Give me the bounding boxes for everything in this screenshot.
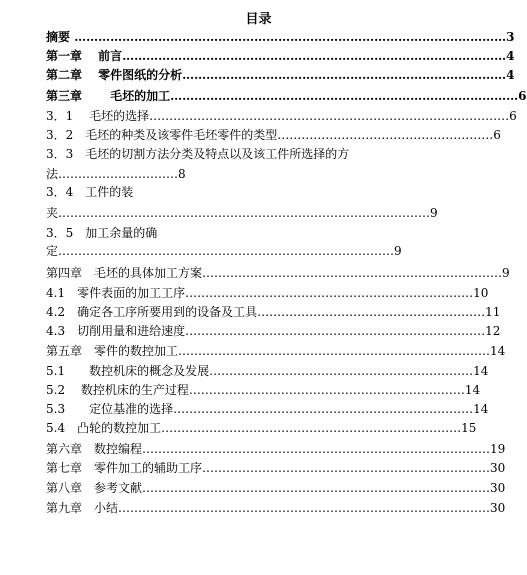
toc-entry: 3．2 毛坯的种类及该零件毛坯零件的类型………………………………………………6: [46, 128, 501, 142]
toc-entry: 第三章 毛坯的加工……………………………………………………………………………6: [46, 89, 527, 103]
toc-entry: 5.4 凸轮的数控加工…………………………………………………………………15: [46, 421, 477, 435]
toc-entry: 定…………………………………………………………………………9: [46, 244, 402, 258]
toc-entry: 第九章 小结…………………………………………………………………………………30: [46, 501, 506, 515]
toc-entry: 5.3 定位基准的选择…………………………………………………………………14: [46, 402, 489, 416]
toc-entry: 5.2 数控机床的生产过程……………………………………………………………14: [46, 383, 481, 397]
toc-entry: 第一章 前言……………………………………………………………………………………4: [46, 49, 515, 63]
toc-entry: 4.1 零件表面的加工工序………………………………………………………………10: [46, 286, 489, 300]
toc-entry: 第七章 零件加工的辅助工序………………………………………………………………30: [46, 461, 506, 475]
toc-entry: 3．5 加工余量的确: [46, 226, 158, 240]
toc-entry: 法…………………………8: [46, 167, 186, 181]
toc-entry: 4.3 切削用量和进给速度…………………………………………………………………12: [46, 324, 501, 338]
toc-entry: 5.1 数控机床的概念及发展…………………………………………………………14: [46, 364, 489, 378]
toc-entry: 3．4 工件的装: [46, 185, 134, 199]
toc-entry: 第六章 数控编程……………………………………………………………………………19: [46, 442, 506, 456]
toc-entry: 3．1 毛坯的选择………………………………………………………………………………6: [46, 109, 517, 123]
toc-entry: 第二章 零件图纸的分析………………………………………………………………………4: [46, 68, 515, 82]
toc-entry: 第四章 毛坯的具体加工方案…………………………………………………………………9: [46, 266, 510, 280]
toc-entry: 第五章 零件的数控加工……………………………………………………………………14: [46, 344, 506, 358]
toc-entry: 4.2 确定各工序所要用到的设备及工具…………………………………………………11: [46, 305, 501, 319]
toc-entry: 摘要 ………………………………………………………………………………………………3: [46, 30, 515, 44]
toc-entry: 3．3 毛坯的切割方法分类及特点以及该工件所选择的方: [46, 147, 350, 161]
toc-entry: 夹…………………………………………………………………………………9: [46, 206, 438, 220]
toc-entry: 第八章 参考文献……………………………………………………………………………30: [46, 481, 506, 495]
toc-title: 目录: [245, 12, 272, 27]
